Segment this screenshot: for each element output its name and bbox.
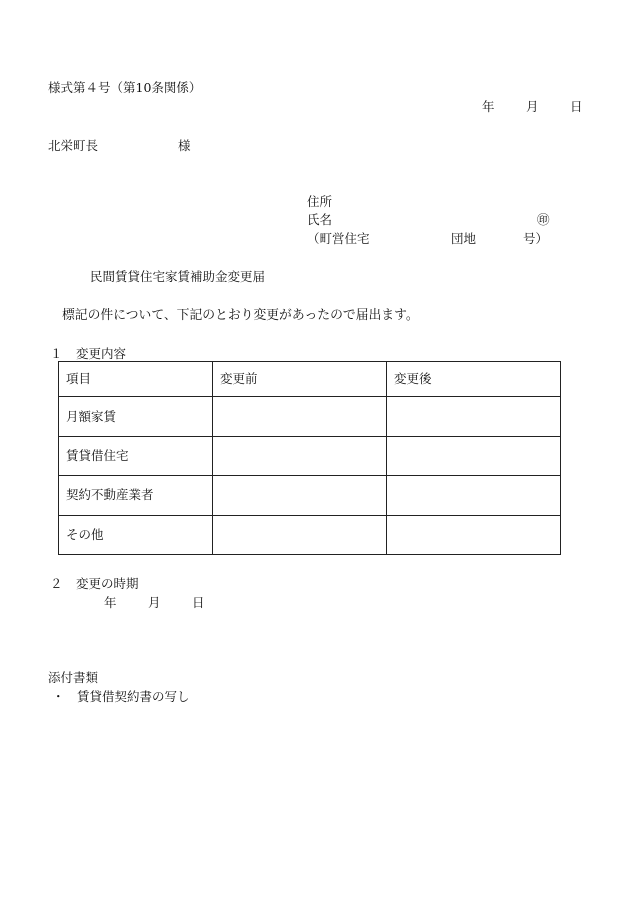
intro-text: 標記の件について、下記のとおり変更があったので届出ます。 — [62, 308, 419, 323]
row-after-cell[interactable] — [387, 476, 561, 515]
header-item-cell: 項目 — [59, 362, 213, 397]
change-date-year: 年 — [104, 595, 117, 610]
row-before-cell[interactable] — [213, 436, 387, 475]
addressee-name: 北栄町長 — [48, 138, 99, 153]
date-year-label: 年 — [482, 99, 495, 114]
row-after-cell[interactable] — [387, 436, 561, 475]
housing-complex-label: 団地 — [451, 231, 477, 246]
address-label: 住所 — [307, 194, 333, 209]
table-row — [59, 436, 561, 475]
table-header-row — [59, 362, 561, 397]
row-item-cell: 月額家賃 — [59, 397, 213, 436]
table-row — [59, 515, 561, 554]
name-label: 氏名 — [307, 212, 333, 227]
row-before-cell[interactable] — [213, 476, 387, 515]
bullet-mark: ・ — [52, 689, 65, 704]
row-before-cell[interactable] — [213, 397, 387, 436]
row-after-cell[interactable] — [387, 515, 561, 554]
document-title: 民間賃貸住宅家賃補助金変更届 — [90, 269, 266, 284]
table-row — [59, 397, 561, 436]
housing-open-label: （町営住宅 — [307, 231, 370, 246]
housing-number-label: 号） — [523, 231, 549, 246]
attachments-heading: 添付書類 — [48, 670, 99, 685]
row-item-cell: その他 — [59, 515, 213, 554]
date-month-label: 月 — [526, 99, 539, 114]
section2-number: ２ — [50, 576, 63, 591]
seal-mark: ㊞ — [537, 212, 550, 227]
table-row — [59, 476, 561, 515]
row-before-cell[interactable] — [213, 515, 387, 554]
header-after-cell: 変更後 — [387, 362, 561, 397]
change-date-day: 日 — [192, 595, 205, 610]
row-item-cell: 契約不動産業者 — [59, 476, 213, 515]
section1-number: １ — [50, 346, 63, 361]
form-number: 様式第４号（第10条関係） — [48, 80, 202, 95]
addressee-suffix: 様 — [178, 138, 191, 153]
change-date-month: 月 — [148, 595, 161, 610]
row-item-cell: 賃貸借住宅 — [59, 436, 213, 475]
attachment-item-label: 賃貸借契約書の写し — [77, 689, 190, 704]
row-after-cell[interactable] — [387, 397, 561, 436]
change-content-table — [58, 361, 561, 555]
header-before-cell: 変更前 — [213, 362, 387, 397]
date-day-label: 日 — [570, 99, 583, 114]
applicant-block — [307, 194, 567, 250]
section1-title: 変更内容 — [76, 346, 127, 361]
section2-title: 変更の時期 — [76, 576, 139, 591]
